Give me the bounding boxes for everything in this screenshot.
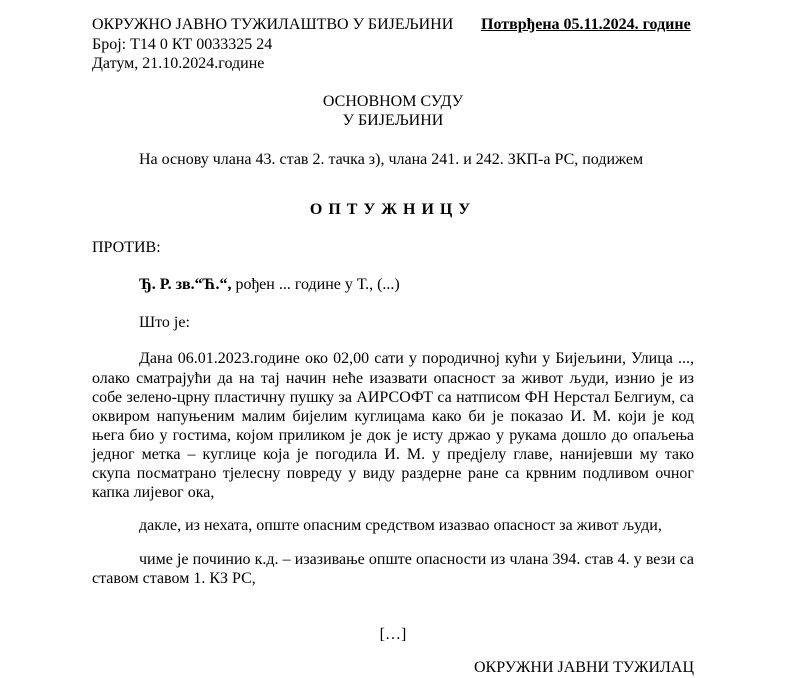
because-label: Што је: <box>139 314 190 331</box>
offense-line: чиме је починио к.д. – изазивање опште опасности из члана 394. став 4. у вези са <box>139 551 694 568</box>
against-label: ПРОТИВ: <box>92 239 161 256</box>
facts-line: једног метка – куглице која је погодила И. М. у предјелу главе, нанијевши му тако <box>92 446 694 463</box>
facts-line: собе зелено-црну пластичну пушку за АИРСОФТ са натписом ФН Нерстал Белгиум, са <box>92 389 694 406</box>
addressee-city: У БИЈЕЉИНИ <box>342 112 444 129</box>
facts-line: капка лијевог ока, <box>92 484 215 501</box>
omission-marker: […] <box>379 626 407 643</box>
confirmation-note: Потврђена 05.11.2024. године <box>481 16 691 33</box>
offense-line: ставом ставом 1. КЗ РС, <box>92 570 256 587</box>
facts-line: олако сматрајући да на тај начин неће изазвати опасност за живот људи, изнио је из <box>92 370 694 387</box>
conclusion-line: дакле, из нехата, опште опасним средством изазвао опасност за живот људи, <box>139 517 662 534</box>
prosecutor-office-name: ОКРУЖНО ЈАВНО ТУЖИЛАШТВО У БИЈЕЉИНИ <box>92 16 454 33</box>
facts-line: Дана 06.01.2023.године око 02,00 сати у породичној кући у Бијељини, Улица ..., <box>139 350 694 367</box>
legal-basis: На основу члана 43. став 2. тачка з), члана 241. и 242. ЗКП-а РС, подижем <box>139 151 644 168</box>
document-title: ОПТУЖНИЦУ <box>309 201 477 218</box>
facts-line: оквиром напуњеним малим бијелим куглицама како би је показао И. М. који је код <box>92 408 694 425</box>
document-date: Датум, 21.10.2024.године <box>92 55 265 72</box>
case-number: Број: Т14 0 КТ 0033325 24 <box>92 36 273 53</box>
signature-title: ОКРУЖНИ ЈАВНИ ТУЖИЛАЦ <box>474 659 695 676</box>
defendant-line <box>139 274 400 295</box>
defendant-name: Ђ. Р. зв.“Ћ.“, <box>139 276 232 293</box>
facts-line: скупа посматрано тјелесну повреду у виду раздерне ране са крвним подливом очног <box>92 465 694 482</box>
defendant-details: рођен ... године у Т., (...) <box>231 276 400 293</box>
addressee-court: ОСНОВНОМ СУДУ <box>322 93 464 110</box>
facts-line: њега био у гостима, којом приликом је док је исту држао у рукама дошло до опаљења <box>92 427 694 444</box>
